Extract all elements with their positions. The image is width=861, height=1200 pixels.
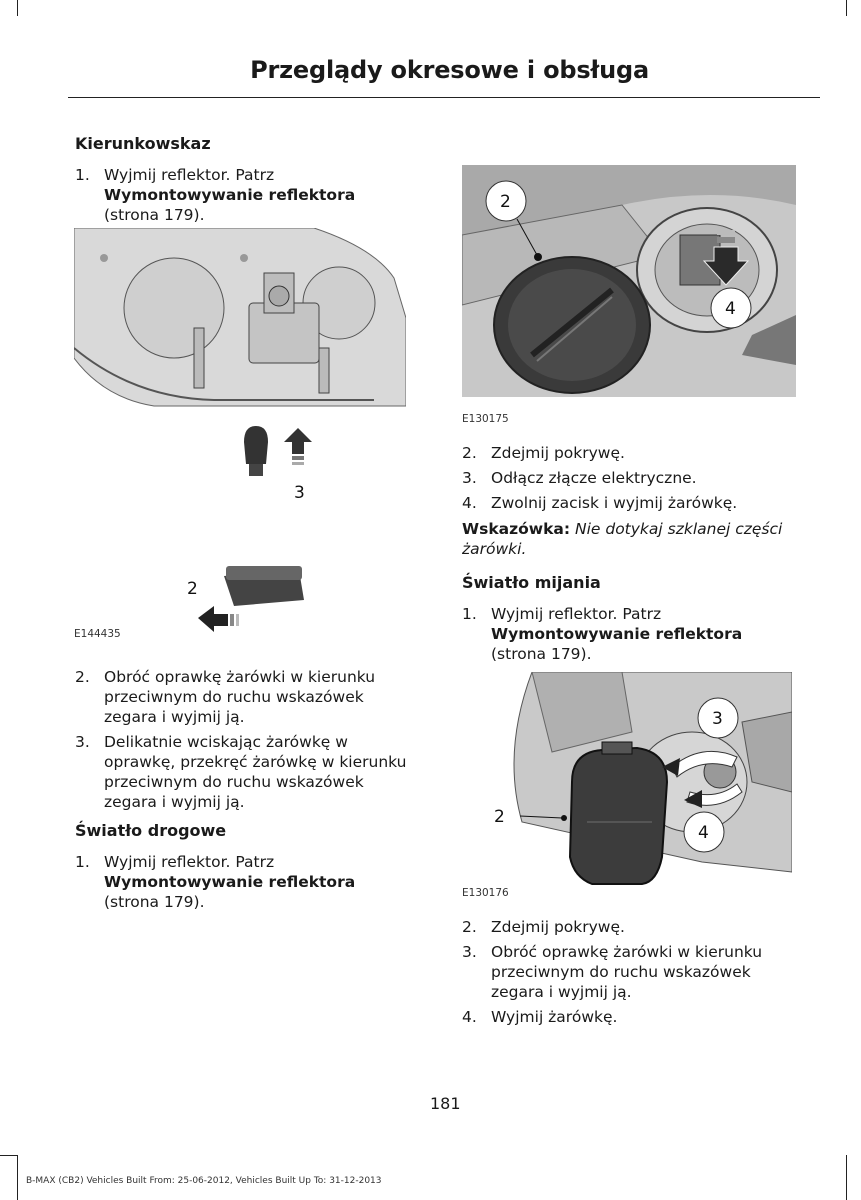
note [462, 519, 782, 559]
note-label: Wskazówka: [462, 520, 571, 538]
figure-e144435-turn-signal [74, 228, 406, 638]
callout-4: 4 [725, 299, 736, 319]
step-text-line: Wyjmij reflektor. Patrz [491, 605, 662, 623]
step-number: 3. [462, 469, 477, 487]
step-number: 2. [462, 444, 477, 462]
section-heading-kierunkowskaz: Kierunkowskaz [75, 134, 211, 153]
callout-2: 2 [500, 192, 511, 212]
crop-mark-bottom-left [17, 1155, 18, 1200]
note-text: żarówki. [462, 540, 527, 558]
step-text-line: zegara i wyjmij ją. [491, 983, 632, 1001]
callout-4: 4 [698, 823, 709, 843]
step-number: 3. [462, 943, 477, 961]
step-text-line: oprawkę, przekręć żarówkę w kierunku [104, 753, 407, 771]
bulb-illustration [244, 426, 268, 476]
page-title: Przeglądy okresowe i obsługa [250, 56, 649, 84]
step-number: 4. [462, 494, 477, 512]
section-heading-swiatlo-drogowe: Światło drogowe [75, 821, 227, 840]
step-text-line: przeciwnym do ruchu wskazówek [104, 773, 364, 791]
reference-link[interactable]: Wymontowywanie reflektora [491, 625, 743, 643]
bulb-holder-illustration [224, 566, 304, 606]
figure-id: E130175 [462, 413, 509, 425]
crop-mark-bottom-left-h [0, 1155, 17, 1156]
step-text [104, 667, 375, 727]
step-text [104, 732, 407, 812]
step-number: 2. [462, 918, 477, 936]
arrow-left-icon [198, 606, 239, 632]
step-text-line: Wyjmij reflektor. Patrz [104, 853, 275, 871]
step-text-line: (strona 179). [104, 893, 205, 911]
step-text-line: zegara i wyjmij ją. [104, 708, 245, 726]
step-text: Zdejmij pokrywę. [491, 918, 625, 936]
figure-id: E130176 [462, 887, 509, 899]
callout-2: 2 [187, 579, 198, 599]
step-number: 4. [462, 1008, 477, 1026]
crop-mark-bottom-right [846, 1155, 847, 1200]
header-rule [68, 97, 820, 98]
step-number: 2. [75, 668, 90, 686]
callout-2: 2 [494, 807, 505, 827]
figure-id: E144435 [74, 628, 121, 640]
figure-e130176-low-beam [462, 672, 792, 894]
step-text: Odłącz złącze elektryczne. [491, 469, 697, 487]
step-number: 1. [75, 853, 90, 871]
step-text-line: Obróć oprawkę żarówki w kierunku [491, 943, 763, 961]
callout-3: 3 [712, 709, 723, 729]
step-text-line: Wyjmij reflektor. Patrz [104, 166, 275, 184]
step-text-line: przeciwnym do ruchu wskazówek [104, 688, 364, 706]
footer-text: B-MAX (CB2) Vehicles Built From: 25-06-2012, Vehicles Built Up To: 31-12-2013 [26, 1176, 382, 1186]
reference-link[interactable]: Wymontowywanie reflektora [104, 186, 356, 204]
arrow-up-icon [284, 428, 312, 465]
step-text [491, 942, 762, 1002]
step-text-line: Obróć oprawkę żarówki w kierunku [104, 668, 376, 686]
step-text: Zdejmij pokrywę. [491, 444, 625, 462]
step-text: Wyjmij żarówkę. [491, 1008, 618, 1026]
page-number: 181 [430, 1094, 461, 1113]
callout-3: 3 [294, 483, 305, 503]
step-number: 1. [462, 605, 477, 623]
step-text [491, 604, 742, 664]
step-text-line: Delikatnie wciskając żarówkę w [104, 733, 348, 751]
headlamp-housing-illustration [74, 228, 406, 406]
step-text-line: (strona 179). [491, 645, 592, 663]
step-text-line: przeciwnym do ruchu wskazówek [491, 963, 751, 981]
step-text-line: zegara i wyjmij ją. [104, 793, 245, 811]
cover-illustration [570, 742, 667, 884]
step-text [104, 165, 355, 225]
crop-mark-top-right [846, 0, 847, 16]
figure-e130175-high-beam [462, 165, 796, 397]
crop-mark-top-left [17, 0, 18, 16]
step-number: 3. [75, 733, 90, 751]
step-text: Zwolnij zacisk i wyjmij żarówkę. [491, 494, 738, 512]
reference-link[interactable]: Wymontowywanie reflektora [104, 873, 356, 891]
step-number: 1. [75, 166, 90, 184]
note-text: Nie dotykaj szklanej części [574, 520, 783, 538]
section-heading-swiatlo-mijania: Światło mijania [462, 573, 601, 592]
step-text-line: (strona 179). [104, 206, 205, 224]
step-text [104, 852, 355, 912]
